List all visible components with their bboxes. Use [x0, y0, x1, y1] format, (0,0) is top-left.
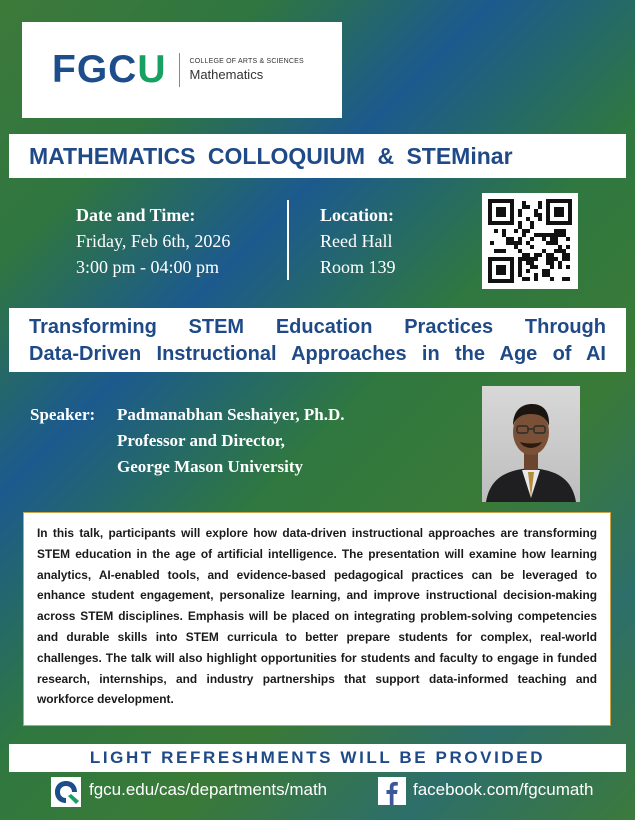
footer-website-link[interactable]: fgcu.edu/cas/departments/math: [89, 780, 328, 799]
refreshments-text: LIGHT REFRESHMENTS WILL BE PROVIDED: [89, 748, 546, 767]
event-time: 3:00 pm - 04:00 pm: [76, 257, 219, 277]
fgcu-logo-icon: [51, 777, 81, 807]
event-title: MATHEMATICS COLLOQUIUM & STEMinar: [29, 142, 513, 169]
event-date: Friday, Feb 6th, 2026: [76, 231, 231, 251]
abstract-text: In this talk, participants will explore how data-driven instructional approaches are transforming STEM education in the age of artificial intelligence. The presentation will examine how learning analytics, AI-enabled tools, and evidence-based pedagogical practices can be leveraged to enhance student engagement, personalize learning, and improve instructional decision-making across STEM disciplines. Emphasis will be placed on integrating problem-solving competencies and durable skills into STEM curricula to better prepare students for complex, real-world challenges. The talk will also highlight opportunities for students and faculty to engage in funded research, internships, and industry partnerships that support data-informed teaching and workforce development.: [37, 526, 597, 707]
speaker-photo: [482, 386, 580, 502]
speaker-name: Padmanabhan Seshaiyer, Ph.D.: [117, 405, 345, 424]
logo-wordmark: [52, 48, 167, 92]
logo-divider: [179, 53, 180, 87]
speaker-label: Speaker:: [30, 405, 96, 424]
event-title-band: [9, 134, 626, 178]
talk-title-line-1: Transforming STEM Education Practices Through: [29, 316, 606, 338]
talk-title-band: [9, 308, 626, 372]
logo-wordmark-u: U: [137, 48, 167, 91]
speaker-title: Professor and Director,: [117, 431, 285, 450]
logo-subtitle: [190, 58, 304, 82]
logo-department: Mathematics: [189, 67, 264, 82]
logo-college: COLLEGE OF ARTS & SCIENCES: [189, 58, 304, 65]
talk-title-line-2: Data-Driven Instructional Approaches in the Age of AI: [29, 343, 606, 365]
speaker-affiliation: George Mason University: [117, 457, 304, 476]
location-room: Room 139: [320, 257, 396, 277]
date-time-label: Date and Time:: [76, 205, 196, 225]
info-divider: [287, 200, 289, 280]
fgcu-logo: [22, 22, 342, 118]
location-building: Reed Hall: [320, 231, 393, 251]
logo-wordmark-main: FGC: [52, 48, 138, 91]
refreshments-band: [9, 744, 626, 772]
qr-code-icon[interactable]: [482, 193, 578, 289]
location-label: Location:: [320, 205, 394, 225]
talk-abstract: [23, 512, 611, 726]
facebook-icon[interactable]: [378, 777, 406, 805]
footer-facebook-link[interactable]: facebook.com/fgcumath: [413, 780, 594, 799]
